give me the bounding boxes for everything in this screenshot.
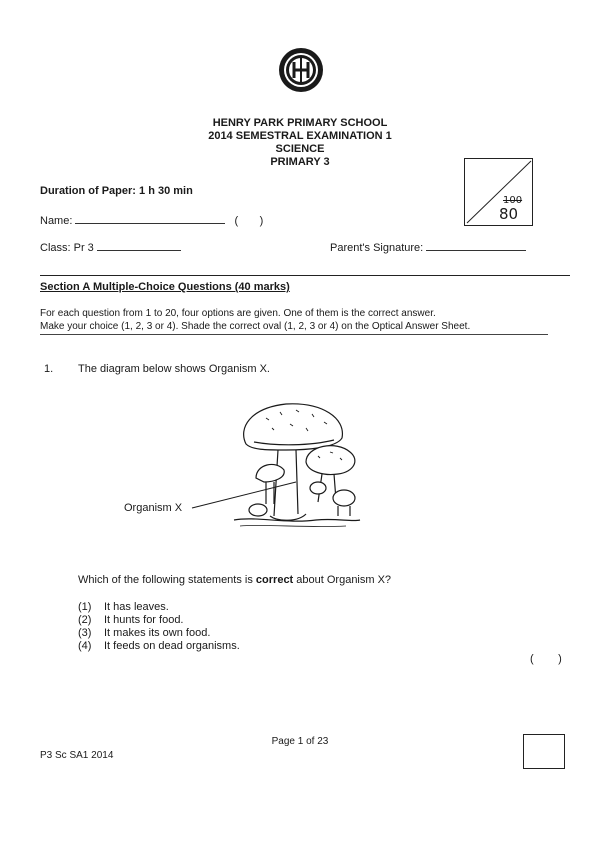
class-field[interactable] — [97, 241, 181, 251]
question-text: The diagram below shows Organism X. — [78, 363, 270, 375]
option-text: It hunts for food. — [104, 614, 184, 626]
option-number: (4) — [78, 640, 92, 652]
score-box — [464, 158, 533, 226]
option-number: (1) — [78, 601, 92, 613]
option-text: It feeds on dead organisms. — [104, 640, 240, 652]
instruction-line-2: Make your choice (1, 2, 3 or 4). Shade the correct oval (1, 2, 3 or 4) on the Optical Answer Sheet. — [40, 321, 471, 332]
section-a-title: Section A Multiple-Choice Questions (40 marks) — [40, 281, 290, 293]
name-line — [40, 214, 263, 227]
page-number: Page 1 of 23 — [271, 736, 329, 747]
option-number: (3) — [78, 627, 92, 639]
school-crest-logo — [278, 47, 324, 93]
name-field[interactable] — [75, 214, 225, 224]
duration-line — [40, 185, 193, 197]
class-line — [40, 241, 181, 254]
parent-signature-label: Parent's Signature: — [330, 242, 424, 254]
organism-x-label: Organism X — [124, 502, 183, 514]
question-number: 1. — [44, 363, 54, 375]
option-4 — [78, 640, 240, 653]
prompt-bold-word: correct — [255, 574, 294, 586]
class-label: Class: Pr 3 — [40, 242, 94, 254]
duration-label: Duration of Paper: — [40, 185, 136, 197]
option-number: (2) — [78, 614, 92, 626]
option-3 — [78, 627, 210, 640]
subject-title: SCIENCE — [275, 143, 325, 155]
instruction-underline — [40, 334, 548, 335]
prompt-after: about Organism X? — [296, 574, 392, 586]
option-text: It makes its own food. — [104, 627, 211, 639]
exam-title: 2014 SEMESTRAL EXAMINATION 1 — [208, 130, 392, 142]
register-number-bracket: ( ) — [234, 215, 264, 227]
school-name: HENRY PARK PRIMARY SCHOOL — [212, 117, 388, 129]
option-2 — [78, 614, 184, 627]
option-text: It has leaves. — [104, 601, 169, 613]
level-title: PRIMARY 3 — [270, 156, 330, 168]
parent-signature-line — [330, 241, 526, 254]
prompt-before: Which of the following statements is — [78, 574, 253, 586]
footer-score-box[interactable] — [523, 734, 565, 769]
score-total-struck: 100 — [503, 195, 523, 206]
instruction-line-1: For each question from 1 to 20, four options are given. One of them is the correct answer. — [40, 308, 436, 319]
section-divider — [40, 275, 570, 276]
option-1 — [78, 601, 169, 614]
question-prompt — [78, 574, 391, 586]
organism-x-pointer-line — [190, 478, 300, 512]
duration-value: 1 h 30 min — [139, 185, 193, 197]
parent-signature-field[interactable] — [426, 241, 526, 251]
paper-code: P3 Sc SA1 2014 — [40, 750, 114, 761]
name-label: Name: — [40, 215, 73, 227]
score-value: 80 — [499, 205, 519, 223]
answer-bracket[interactable]: ( ) — [530, 653, 562, 665]
